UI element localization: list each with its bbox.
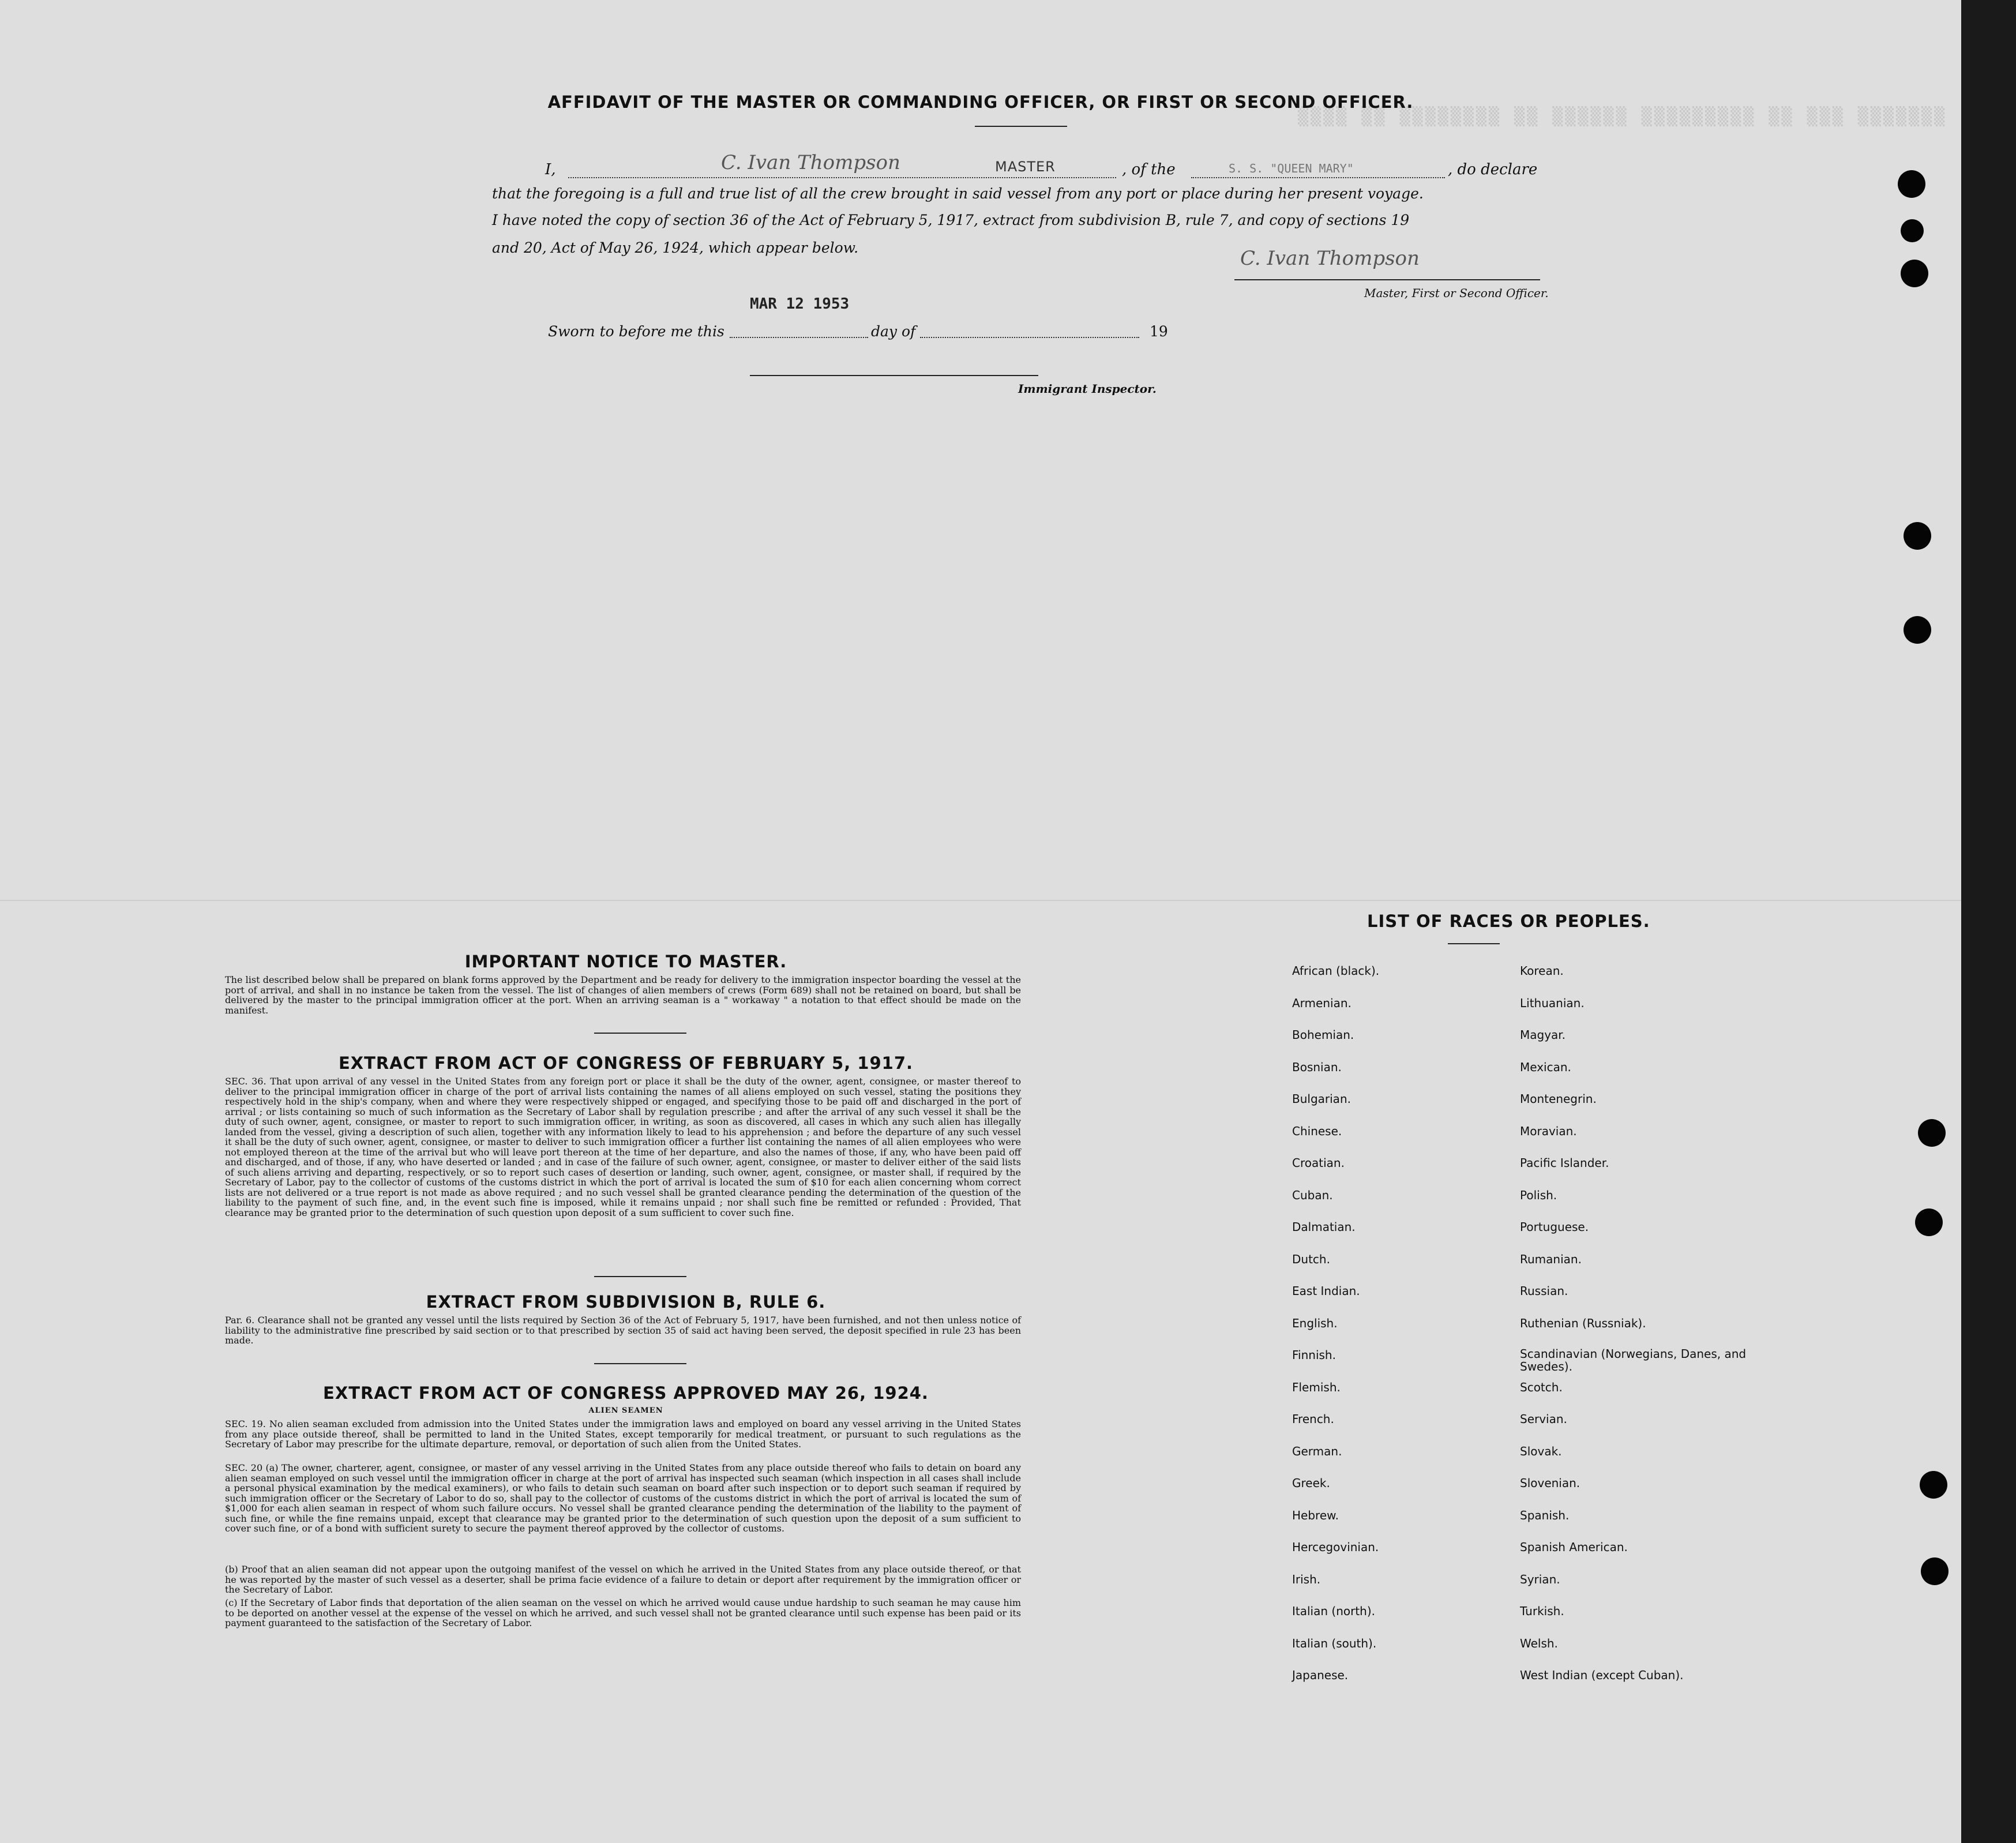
race-item: Cuban. xyxy=(1292,1188,1333,1202)
race-item: Spanish American. xyxy=(1520,1540,1628,1554)
race-item: Spanish. xyxy=(1520,1508,1570,1522)
section-divider xyxy=(594,1276,686,1277)
binder-hole xyxy=(1898,170,1925,198)
binder-hole xyxy=(1918,1119,1946,1147)
binder-hole xyxy=(1920,1471,1947,1499)
races-heading: LIST OF RACES OR PEOPLES. xyxy=(1367,911,1650,931)
show-through-text: ▒▒▒▒ ▒▒ ▒▒▒▒▒▒▒▒ ▒▒ ▒▒▒▒▒▒ ▒▒▒▒▒▒▒▒▒ ▒▒ ▒▒▒ ▒▒▒▒▒▒▒ xyxy=(1298,107,1947,127)
race-item: French. xyxy=(1292,1412,1334,1426)
race-item: English. xyxy=(1292,1316,1338,1330)
race-item: Irish. xyxy=(1292,1572,1321,1586)
alien-seamen-subheading: ALIEN SEAMEN xyxy=(588,1406,663,1415)
race-item: Finnish. xyxy=(1292,1348,1336,1362)
race-item: Chinese. xyxy=(1292,1124,1342,1138)
subdivision-text: Par. 6. Clearance shall not be granted any vessel until the lists required by Section 36 of the Act of February 5, 1917, have been furnished, and not then unless notice of liability to the administrative fine prescribed by said section or to that prescribed by section 35 of said act having been served, the deposit specified in rule 23 has been made. xyxy=(225,1315,1021,1346)
do-declare-label: , do declare xyxy=(1448,161,1538,178)
race-item: Bosnian. xyxy=(1292,1060,1342,1074)
sec20b-text: (b) Proof that an alien seaman did not appear upon the outgoing manifest of the vessel on which he arrived in the United States from any place outside thereof, or that he was reported by the master of such vessel as a deserter, shall be prima facie evidence of a failure to detain or deport after requirement by the immigration officer or the Secretary of Labor. xyxy=(225,1564,1021,1595)
race-item: Magyar. xyxy=(1520,1028,1566,1042)
officer-caption: Master, First or Second Officer. xyxy=(1364,286,1549,300)
inspector-signature-line xyxy=(750,375,1038,376)
extract-1924-heading: EXTRACT FROM ACT OF CONGRESS APPROVED MAY 26, 1924. xyxy=(323,1383,929,1403)
races-heading-underline xyxy=(1448,943,1500,944)
affidavit-line-2: I have noted the copy of section 36 of the Act of February 5, 1917, extract from subdivision B, rule 7, and copy of sections 19 xyxy=(492,212,1410,228)
heading-underline xyxy=(975,126,1067,127)
vessel-line xyxy=(1191,177,1445,178)
race-item: Hebrew. xyxy=(1292,1508,1339,1522)
race-item: East Indian. xyxy=(1292,1284,1360,1298)
affidavit-line-1: that the foregoing is a full and true list of all the crew brought in said vessel from any port or place during her present voyage. xyxy=(492,185,1424,202)
year-prefix: 19 xyxy=(1150,323,1168,340)
subdivision-heading: EXTRACT FROM SUBDIVISION B, RULE 6. xyxy=(426,1292,826,1312)
races-left-column xyxy=(1292,963,1511,1700)
race-item: Pacific Islander. xyxy=(1520,1156,1609,1170)
race-item: Croatian. xyxy=(1292,1156,1345,1170)
extract-1917-heading: EXTRACT FROM ACT OF CONGRESS OF FEBRUARY 5, 1917. xyxy=(338,1053,914,1073)
race-item: Japanese. xyxy=(1292,1668,1349,1682)
i-label: I, xyxy=(545,161,556,178)
binder-hole xyxy=(1921,1557,1949,1585)
race-item: Polish. xyxy=(1520,1188,1557,1202)
race-item: Welsh. xyxy=(1520,1636,1558,1650)
race-item: Bohemian. xyxy=(1292,1028,1354,1042)
of-the-label: , of the xyxy=(1122,161,1176,178)
race-item: Portuguese. xyxy=(1520,1220,1589,1234)
race-item: Armenian. xyxy=(1292,996,1351,1010)
race-item: Turkish. xyxy=(1520,1604,1564,1618)
notice-text: The list described below shall be prepared on blank forms approved by the Department and be ready for delivery to the immigration inspector boarding the vessel at the port of arrival, and shall in no instance be taken from the vessel. The list of changes of alien members of crews (Form 689) shall not be retained on board, but shall be delivered by the master to the principal immigration officer at the port. When an arriving seaman is a " workaway " a notation to that effect should be made on the manifest. xyxy=(225,974,1021,1016)
race-item: West Indian (except Cuban). xyxy=(1520,1668,1684,1682)
race-item: Servian. xyxy=(1520,1412,1567,1426)
signature-line xyxy=(1234,279,1540,280)
race-item: Scandinavian (Norwegians, Danes, and Swedes). xyxy=(1520,1347,1747,1373)
sec20a-text: SEC. 20 (a) The owner, charterer, agent, consignee, or master of any vessel arriving in the United States from any place outside thereof who fails to detain on board any alien seaman employed on such vessel until the immigration officer in charge at the port of arrival has inspected such seaman (which inspection in all cases shall include a personal physical examination by the medical examiners), or who fails to detain such seaman on board after such inspection or to deport such seaman if required by such immigration officer or the Secretary of Labor to do so, shall pay to the collector of customs of the customs district in which the port of arrival is located the sum of $1,000 for each alien seaman in respect of whom such failure occurs. No vessel shall be granted clearance pending the determination of the liability to the payment of such fine, or while the fine remains unpaid, except that clearance may be granted prior to the determination of such question upon the deposit of a sum sufficient to cover such fine, or of a bond with sufficient surety to secure the payment thereof approved by the collector of customs. xyxy=(225,1462,1021,1534)
race-item: Ruthenian (Russniak). xyxy=(1520,1316,1646,1330)
race-item: African (black). xyxy=(1292,964,1380,978)
race-item: Scotch. xyxy=(1520,1380,1563,1394)
sec20c-text: (c) If the Secretary of Labor finds that deportation of the alien seaman on the vessel on which he arrived would cause undue hardship to such seaman he may cause him to be deported on another vessel at the expense of the vessel on which he arrived, and such vessel shall not be granted clearance until such expense has been paid or its payment guaranteed to the satisfaction of the Secretary of Labor. xyxy=(225,1597,1021,1628)
affidavit-heading: AFFIDAVIT OF THE MASTER OR COMMANDING OFFICER, OR FIRST OR SECOND OFFICER. xyxy=(547,92,1414,112)
binder-hole xyxy=(1915,1208,1943,1236)
race-item: Bulgarian. xyxy=(1292,1092,1351,1106)
race-item: Hercegovinian. xyxy=(1292,1540,1379,1554)
month-line xyxy=(920,337,1139,338)
affidavit-line-3: and 20, Act of May 26, 1924, which appear below. xyxy=(492,239,859,256)
race-item: Russian. xyxy=(1520,1284,1568,1298)
master-signature: C. Ivan Thompson xyxy=(721,151,900,174)
date-stamp: MAR 12 1953 xyxy=(750,295,850,313)
inspector-caption: Immigrant Inspector. xyxy=(1018,382,1157,396)
race-item: Montenegrin. xyxy=(1520,1092,1597,1106)
officer-signature: C. Ivan Thompson xyxy=(1240,247,1420,270)
extract-1917-text: SEC. 36. That upon arrival of any vessel in the United States from any foreign port or place it shall be the duty of the owner, agent, consignee, or master thereof to deliver to the principal immigration officer in charge of the port of arrival lists containing the names of all aliens employed on such vessel, stating the positions they respectively hold in the ship's company, when and where they were respectively shipped or engaged, and specifying those to be paid off and discharged in the port of arrival ; or lists containing so much of such information as the Secretary of Labor shall by regulation prescribe ; and after the arrival of any such vessel it shall be the duty of such owner, agent, consignee, or master to report to such immigration officer, in writing, as soon as discovered, all cases in which any such alien has illegally landed from the vessel, giving a description of such alien, together with any information likely to lead to his apprehension ; and before the departure of any such vessel it shall be the duty of such owner, agent, consignee, or master to deliver to such immigration officer a further list containing the names of all alien employees who were not employed thereon at the time of the arrival but who will leave port thereon at the time of her departure, and also the names of those, if any, who have been paid off and discharged, and of those, if any, who have deserted or landed ; and in case of the failure of such owner, agent, consignee, or master to deliver either of the said lists of such aliens arriving and departing, respectively, or so to report such cases of desertion or landing, such owner, agent, consignee, or master shall, if required by the Secretary of Labor, pay to the collector of customs of the customs district in which the port of arrival is located the sum of $10 for each alien concerning whom correct lists are not delivered or a true report is not made as above required ; and no such vessel shall be granted clearance pending the determination of the question of the liability to the payment of such fine, and, in the event such fine is imposed, while it remains unpaid ; nor shall such fine be remitted or refunded : Provided, That clearance may be granted prior to the determination of such question upon deposit of a sum sufficient to cover such fine. xyxy=(225,1076,1021,1218)
name-line xyxy=(568,177,1116,178)
binder-hole xyxy=(1904,522,1931,550)
binder-hole xyxy=(1901,219,1924,242)
race-item: Dalmatian. xyxy=(1292,1220,1356,1234)
vessel-name: S. S. "QUEEN MARY" xyxy=(1229,162,1354,175)
notice-heading: IMPORTANT NOTICE TO MASTER. xyxy=(464,952,787,971)
race-item: Slovak. xyxy=(1520,1444,1562,1458)
race-item: Rumanian. xyxy=(1520,1252,1582,1266)
race-item: Korean. xyxy=(1520,964,1564,978)
race-item: Moravian. xyxy=(1520,1124,1577,1138)
race-item: Syrian. xyxy=(1520,1572,1560,1586)
rank-field: MASTER xyxy=(995,159,1056,175)
scan-edge xyxy=(1961,0,2016,1843)
section-divider xyxy=(594,1033,686,1034)
section-divider xyxy=(594,1363,686,1364)
race-item: Greek. xyxy=(1292,1476,1330,1490)
sworn-label: Sworn to before me this xyxy=(548,323,724,340)
sec19-text: SEC. 19. No alien seaman excluded from admission into the United States under the immigration laws and employed on board any vessel arriving in the United States from any place outside thereof, shall be permitted to land in the United States, except temporarily for medical treatment, or pursuant to such regulations as the Secretary of Labor may prescribe for the ultimate departure, removal, or deportation of such alien from the United States. xyxy=(225,1418,1021,1450)
binder-hole xyxy=(1904,616,1931,644)
fold-line xyxy=(0,900,1961,901)
race-item: Italian (north). xyxy=(1292,1604,1376,1618)
race-item: Mexican. xyxy=(1520,1060,1571,1074)
race-item: Slovenian. xyxy=(1520,1476,1580,1490)
race-item: Flemish. xyxy=(1292,1380,1341,1394)
day-line xyxy=(730,337,868,338)
races-right-column xyxy=(1520,963,1797,1700)
race-item: Italian (south). xyxy=(1292,1636,1377,1650)
binder-hole xyxy=(1901,260,1928,287)
day-of-label: day of xyxy=(871,323,916,340)
race-item: Lithuanian. xyxy=(1520,996,1585,1010)
race-item: Dutch. xyxy=(1292,1252,1330,1266)
race-item: German. xyxy=(1292,1444,1342,1458)
